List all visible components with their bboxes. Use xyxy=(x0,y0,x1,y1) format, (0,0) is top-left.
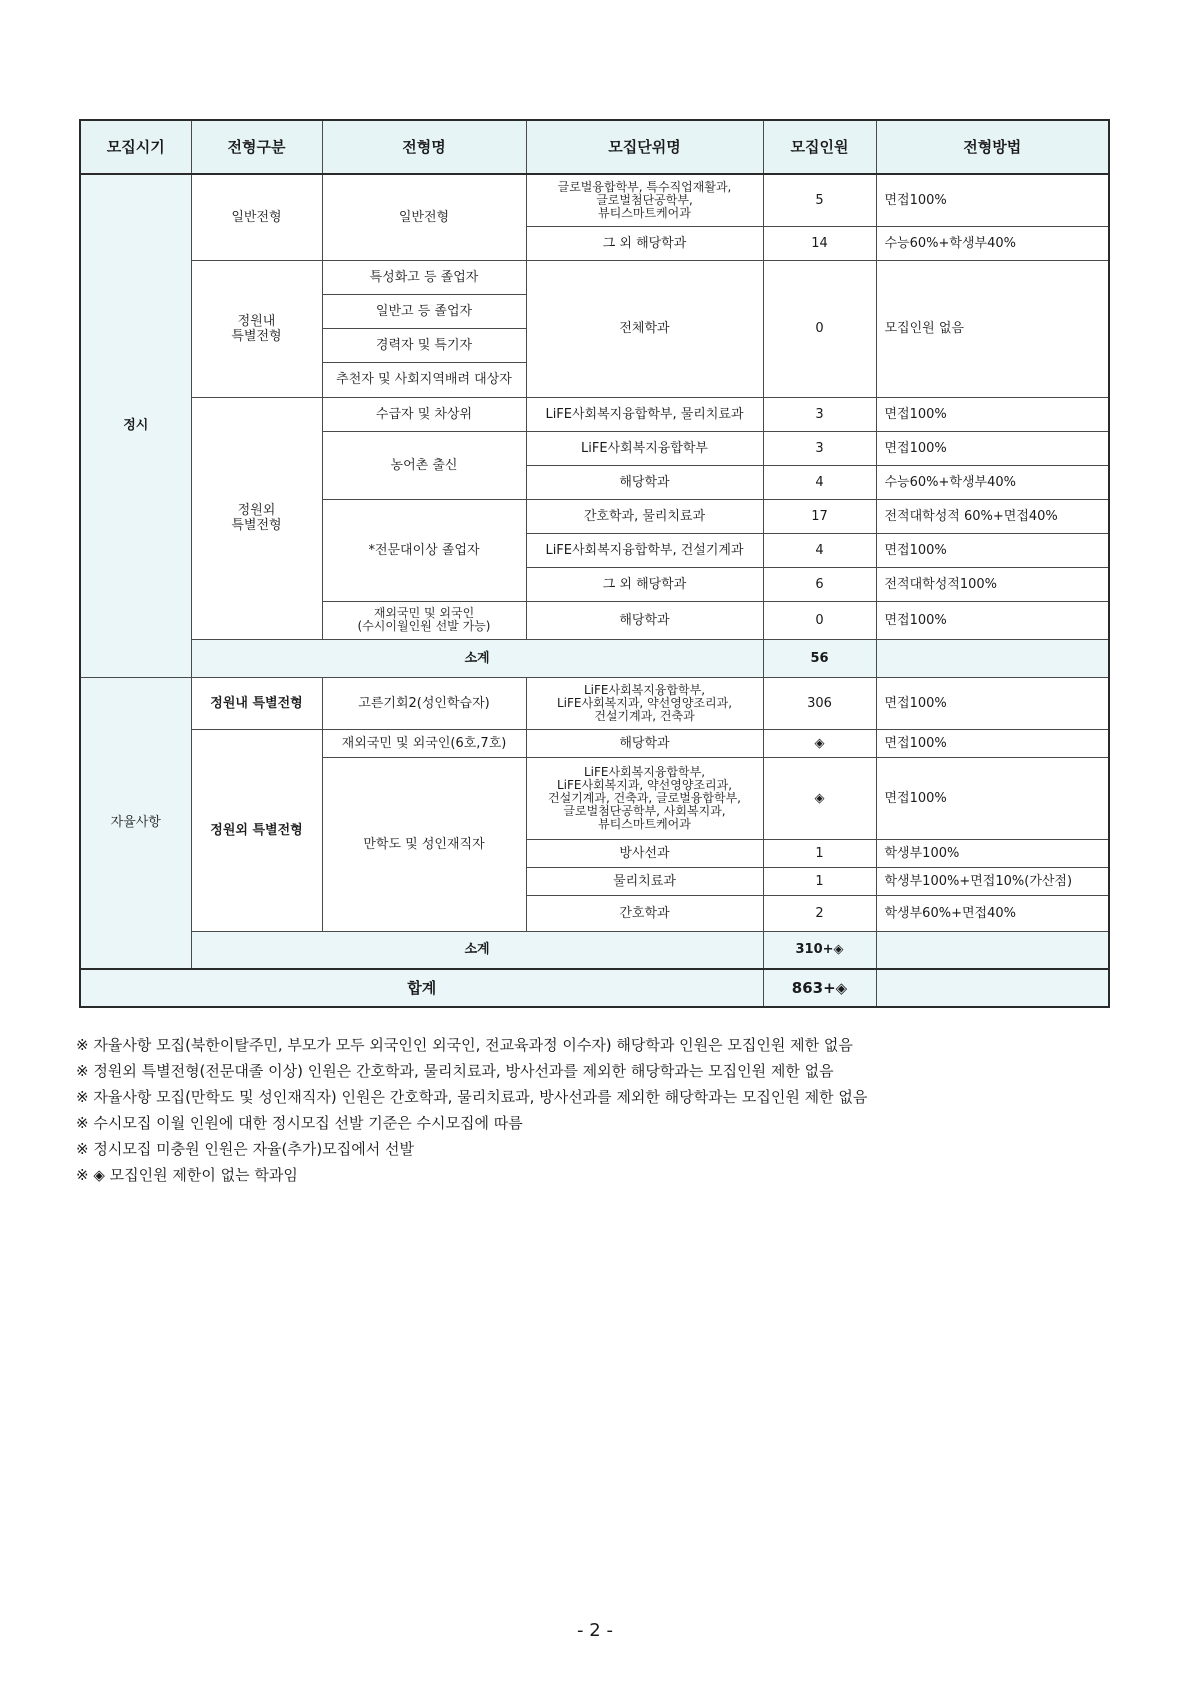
name-cell: 일반고 등 졸업자 xyxy=(322,294,526,328)
count-cell: ◈ xyxy=(763,729,876,757)
unit-cell: LiFE사회복지융합학부, LiFE사회복지과, 약선영양조리과, 건설기계과, 건축과, 글로벌융합학부, 글로벌첨단공학부, 사회복지과, 뷰티스마트케어과 xyxy=(526,757,763,839)
unit-cell: LiFE사회복지융합학부, 물리치료과 xyxy=(526,397,763,431)
name-cell: 농어촌 출신 xyxy=(322,431,526,499)
count-cell: 1 xyxy=(763,867,876,895)
unit-cell: 전체학과 xyxy=(526,260,763,397)
note-item xyxy=(76,1110,1116,1136)
note-item xyxy=(76,1136,1116,1162)
name-cell: *전문대이상 졸업자 xyxy=(322,499,526,601)
header-count: 모집인원 xyxy=(763,120,876,174)
subtotal-row xyxy=(80,931,1109,969)
count-cell: 2 xyxy=(763,895,876,931)
method-cell: 전적대학성적 60%+면접40% xyxy=(876,499,1109,533)
unit-cell: LiFE사회복지융합학부, 건설기계과 xyxy=(526,533,763,567)
name-cell: 재외국민 및 외국인 (수시이월인원 선발 가능) xyxy=(322,601,526,639)
method-cell: 수능60%+학생부40% xyxy=(876,226,1109,260)
count-cell: ◈ xyxy=(763,757,876,839)
total-label: 합계 xyxy=(80,969,763,1007)
name-cell: 특성화고 등 졸업자 xyxy=(322,260,526,294)
header-method: 전형방법 xyxy=(876,120,1109,174)
count-cell: 0 xyxy=(763,260,876,397)
method-cell: 면접100% xyxy=(876,431,1109,465)
subtotal-label: 소계 xyxy=(191,931,763,969)
subtotal-label: 소계 xyxy=(191,639,763,677)
total-count: 863+◈ xyxy=(763,969,876,1007)
count-cell: 3 xyxy=(763,397,876,431)
note-text: ◈ 모집인원 제한이 없는 학과임 xyxy=(93,1166,298,1184)
note-mark: ※ xyxy=(76,1088,89,1106)
unit-cell: 글로벌융합학부, 특수직업재활과, 글로벌첨단공학부, 뷰티스마트케어과 xyxy=(526,174,763,226)
note-item xyxy=(76,1058,1116,1084)
header-type: 전형구분 xyxy=(191,120,322,174)
table-row xyxy=(80,397,1109,431)
name-cell: 경력자 및 특기자 xyxy=(322,328,526,362)
count-cell: 6 xyxy=(763,567,876,601)
count-cell: 17 xyxy=(763,499,876,533)
method-cell: 면접100% xyxy=(876,533,1109,567)
unit-cell: 방사선과 xyxy=(526,839,763,867)
count-cell: 0 xyxy=(763,601,876,639)
header-period: 모집시기 xyxy=(80,120,191,174)
table-row xyxy=(80,677,1109,729)
unit-cell: 간호학과 xyxy=(526,895,763,931)
name-cell: 만학도 및 성인재직자 xyxy=(322,757,526,931)
method-cell: 면접100% xyxy=(876,677,1109,729)
note-text: 자율사항 모집(북한이탈주민, 부모가 모두 외국인인 외국인, 전교육과정 이수자) 해당학과 인원은 모집인원 제한 없음 xyxy=(93,1036,853,1054)
subtotal-row xyxy=(80,639,1109,677)
unit-cell: 간호학과, 물리치료과 xyxy=(526,499,763,533)
note-item xyxy=(76,1032,1116,1058)
note-text: 수시모집 이월 인원에 대한 정시모집 선발 기준은 수시모집에 따름 xyxy=(93,1114,523,1132)
unit-cell: 물리치료과 xyxy=(526,867,763,895)
count-cell: 1 xyxy=(763,839,876,867)
method-cell: 면접100% xyxy=(876,601,1109,639)
type-cell: 정원외 특별전형 xyxy=(191,729,322,931)
note-mark: ※ xyxy=(76,1166,89,1184)
admission-table xyxy=(79,119,1110,1008)
method-cell: 면접100% xyxy=(876,174,1109,226)
method-cell: 수능60%+학생부40% xyxy=(876,465,1109,499)
name-cell: 추천자 및 사회지역배려 대상자 xyxy=(322,362,526,397)
total-method xyxy=(876,969,1109,1007)
note-item xyxy=(76,1162,1116,1188)
unit-cell: 그 외 해당학과 xyxy=(526,226,763,260)
count-cell: 306 xyxy=(763,677,876,729)
unit-cell: 해당학과 xyxy=(526,465,763,499)
subtotal-method xyxy=(876,639,1109,677)
subtotal-count: 310+◈ xyxy=(763,931,876,969)
type-cell: 정원외 특별전형 xyxy=(191,397,322,639)
note-text: 정시모집 미충원 인원은 자율(추가)모집에서 선발 xyxy=(93,1140,414,1158)
count-cell: 4 xyxy=(763,465,876,499)
name-cell: 고른기회2(성인학습자) xyxy=(322,677,526,729)
note-text: 정원외 특별전형(전문대졸 이상) 인원은 간호학과, 물리치료과, 방사선과를 제외한 해당학과는 모집인원 제한 없음 xyxy=(93,1062,834,1080)
header-row xyxy=(80,120,1109,174)
unit-cell: LiFE사회복지융합학부 xyxy=(526,431,763,465)
method-cell: 전적대학성적100% xyxy=(876,567,1109,601)
method-cell: 학생부100%+면접10%(가산점) xyxy=(876,867,1109,895)
unit-cell: LiFE사회복지융합학부, LiFE사회복지과, 약선영양조리과, 건설기계과, 건축과 xyxy=(526,677,763,729)
subtotal-method xyxy=(876,931,1109,969)
method-cell: 면접100% xyxy=(876,757,1109,839)
unit-cell: 그 외 해당학과 xyxy=(526,567,763,601)
table-row xyxy=(80,174,1109,226)
table-row xyxy=(80,729,1109,757)
name-cell: 수급자 및 차상위 xyxy=(322,397,526,431)
subtotal-count: 56 xyxy=(763,639,876,677)
name-cell: 재외국민 및 외국인(6호,7호) xyxy=(322,729,526,757)
unit-cell: 해당학과 xyxy=(526,601,763,639)
method-cell: 면접100% xyxy=(876,729,1109,757)
count-cell: 5 xyxy=(763,174,876,226)
period-cell: 정시 xyxy=(80,174,191,677)
method-cell: 학생부100% xyxy=(876,839,1109,867)
count-cell: 3 xyxy=(763,431,876,465)
header-name: 전형명 xyxy=(322,120,526,174)
total-row xyxy=(80,969,1109,1007)
header-unit: 모집단위명 xyxy=(526,120,763,174)
method-cell: 모집인원 없음 xyxy=(876,260,1109,397)
page-number: - 2 - xyxy=(577,1620,613,1641)
note-text: 자율사항 모집(만학도 및 성인재직자) 인원은 간호학과, 물리치료과, 방사선과를 제외한 해당학과는 모집인원 제한 없음 xyxy=(93,1088,868,1106)
notes xyxy=(76,1032,1116,1188)
name-cell: 일반전형 xyxy=(322,174,526,260)
note-mark: ※ xyxy=(76,1140,89,1158)
method-cell: 면접100% xyxy=(876,397,1109,431)
count-cell: 4 xyxy=(763,533,876,567)
type-cell: 정원내 특별전형 xyxy=(191,260,322,397)
note-mark: ※ xyxy=(76,1114,89,1132)
method-cell: 학생부60%+면접40% xyxy=(876,895,1109,931)
count-cell: 14 xyxy=(763,226,876,260)
note-mark: ※ xyxy=(76,1062,89,1080)
note-mark: ※ xyxy=(76,1036,89,1054)
period-cell: 자율사항 xyxy=(80,677,191,969)
table-row xyxy=(80,260,1109,294)
note-item xyxy=(76,1084,1116,1110)
type-cell: 일반전형 xyxy=(191,174,322,260)
unit-cell: 해당학과 xyxy=(526,729,763,757)
type-cell: 정원내 특별전형 xyxy=(191,677,322,729)
